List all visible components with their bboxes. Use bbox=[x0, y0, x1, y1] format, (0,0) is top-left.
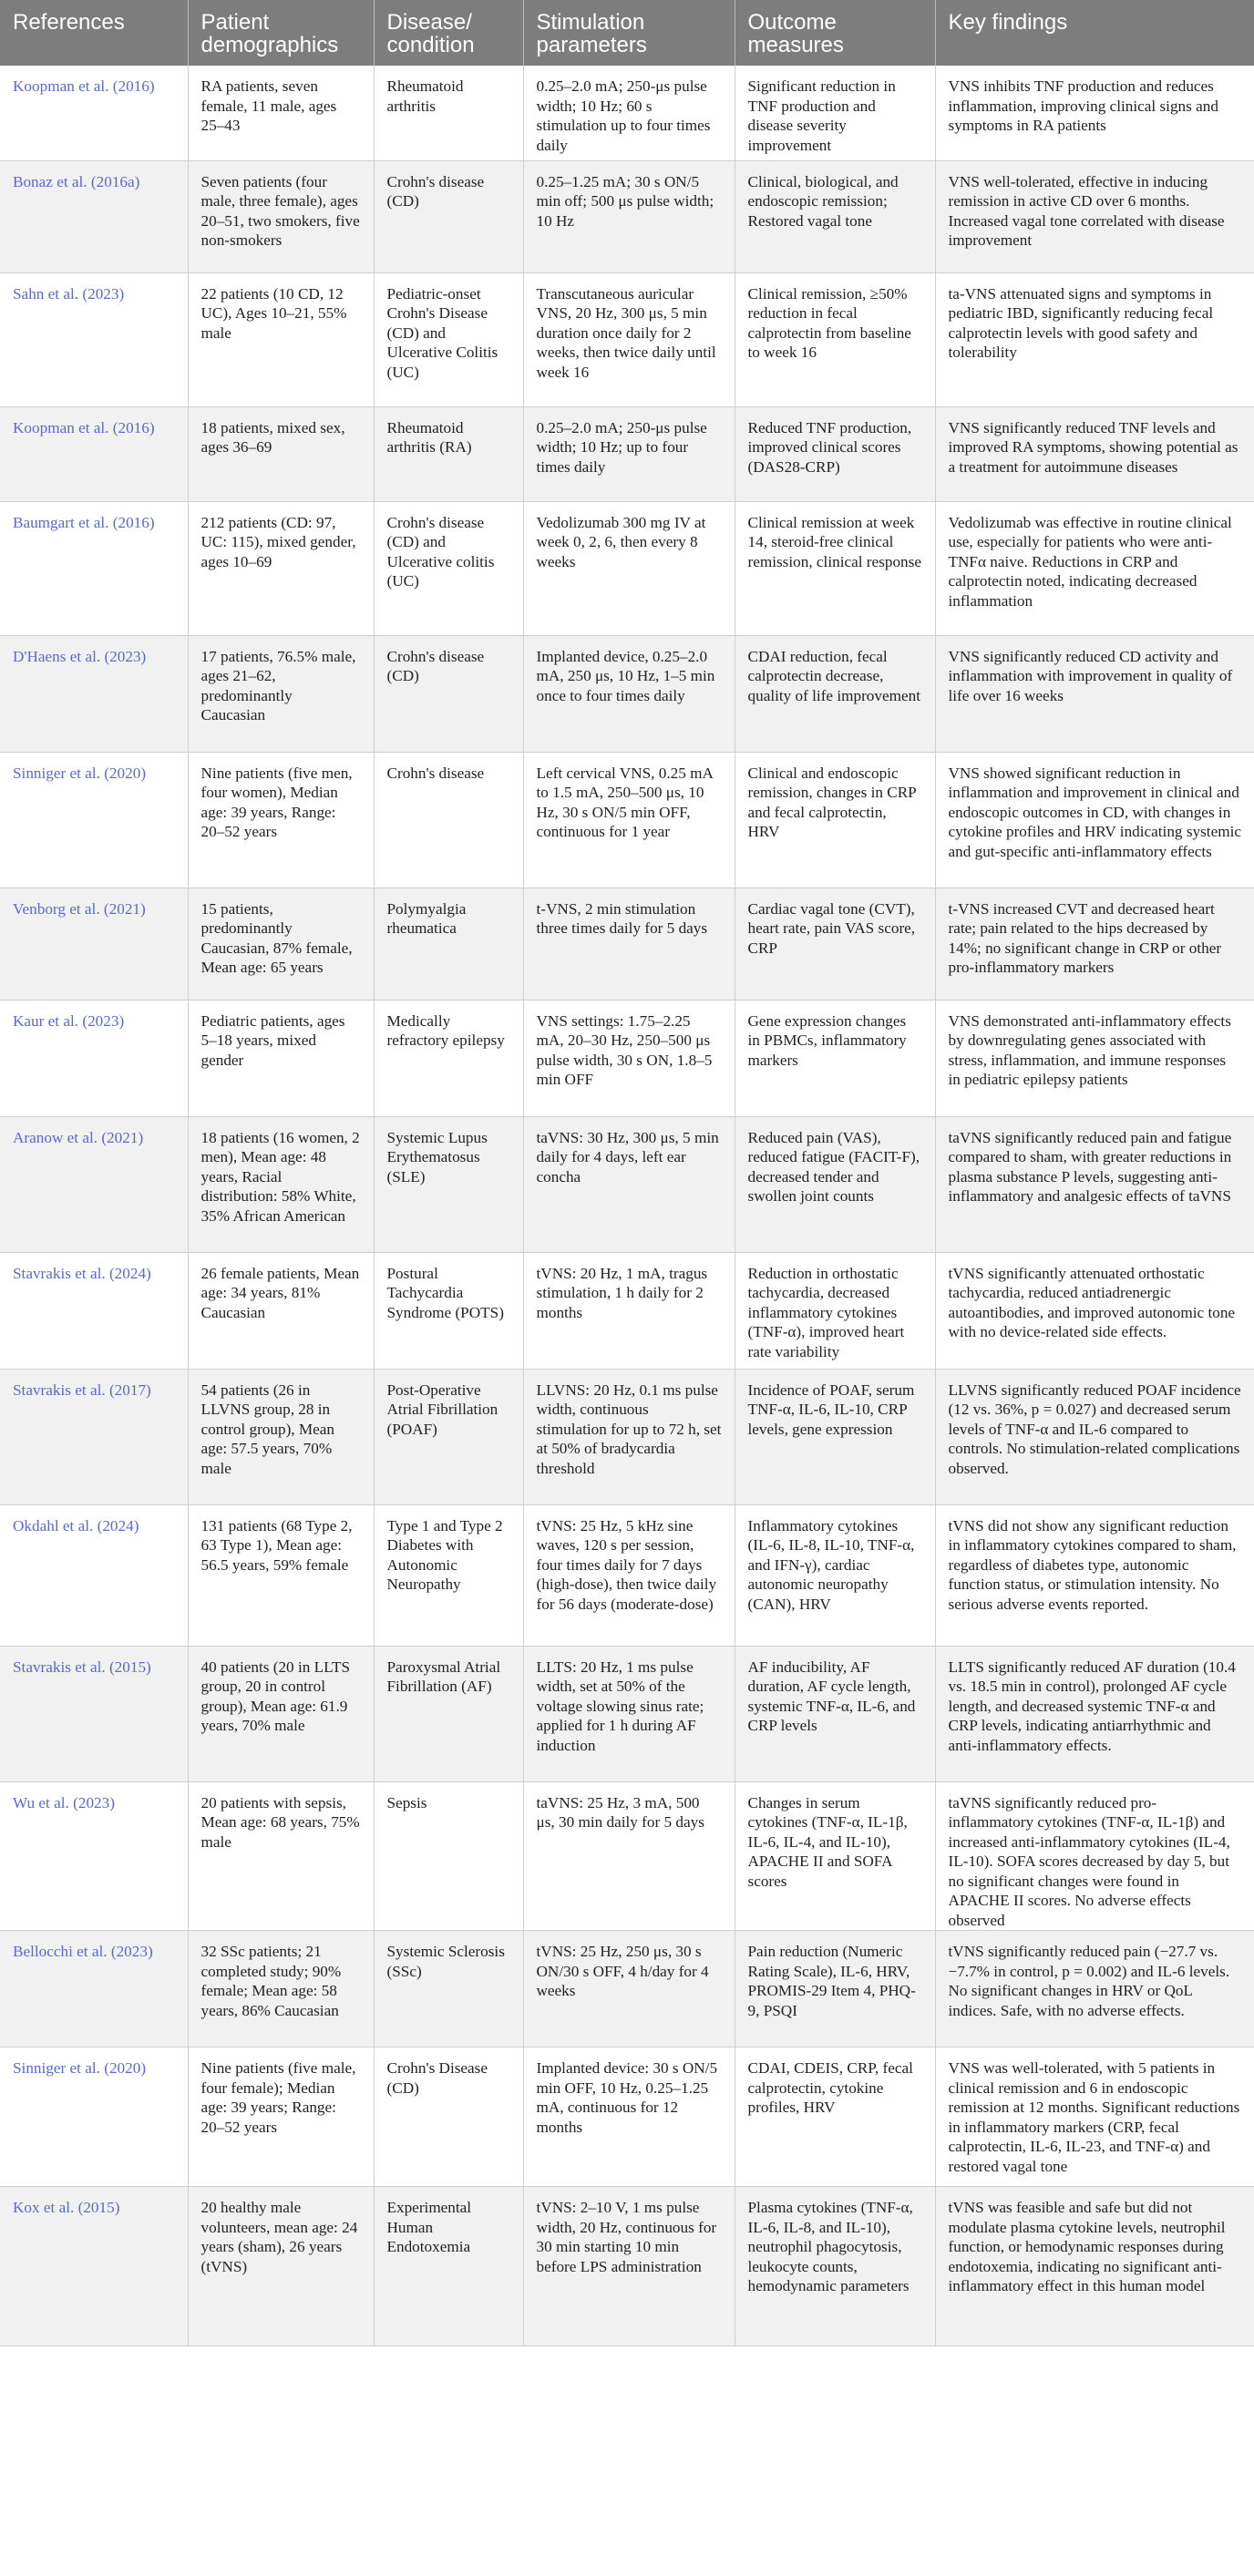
patient-demographics-cell: 26 female patients, Mean age: 34 years, 81% Caucasian bbox=[188, 1252, 374, 1369]
outcome-measures-cell: Plasma cytokines (TNF-α, IL-6, IL-8, and IL-10), neutrophil phagocytosis, leukocyte counts, hemodynamic parameters bbox=[735, 2187, 935, 2346]
patient-demographics-cell: 18 patients (16 women, 2 men), Mean age: 48 years, Racial distribution: 58% White, 35% African American bbox=[188, 1116, 374, 1252]
table-row bbox=[0, 1646, 1254, 1781]
stimulation-parameters-cell: taVNS: 25 Hz, 3 mA, 500 μs, 30 min daily for 5 days bbox=[523, 1781, 735, 1931]
patient-demographics-cell: 212 patients (CD: 97, UC: 115), mixed gender, ages 10–69 bbox=[188, 501, 374, 635]
disease-condition-cell: Type 1 and Type 2 Diabetes with Autonomic Neuropathy bbox=[374, 1504, 523, 1646]
header-stimulation-parameters: Stimulation parameters bbox=[523, 0, 735, 66]
key-findings-cell: VNS significantly reduced TNF levels and improved RA symptoms, showing potential as a treatment for autoimmune diseases bbox=[935, 406, 1254, 501]
stimulation-parameters-cell: t-VNS, 2 min stimulation three times daily for 5 days bbox=[523, 888, 735, 1000]
patient-demographics-cell: 32 SSc patients; 21 completed study; 90% female; Mean age: 58 years, 86% Caucasian bbox=[188, 1931, 374, 2047]
table-row bbox=[0, 2047, 1254, 2187]
outcome-measures-cell: Gene expression changes in PBMCs, inflammatory markers bbox=[735, 1000, 935, 1116]
stimulation-parameters-cell: Left cervical VNS, 0.25 mA to 1.5 mA, 250–500 μs, 10 Hz, 30 s ON/5 min OFF, continuous for 1 year bbox=[523, 752, 735, 888]
stimulation-parameters-cell: tVNS: 25 Hz, 5 kHz sine waves, 120 s per session, four times daily for 7 days (high-dose), then twice daily for 56 days (moderate-dose) bbox=[523, 1504, 735, 1646]
disease-condition-cell: Crohn's disease (CD) and Ulcerative colitis (UC) bbox=[374, 501, 523, 635]
patient-demographics-cell: 18 patients, mixed sex, ages 36–69 bbox=[188, 406, 374, 501]
key-findings-cell: tVNS was feasible and safe but did not modulate plasma cytokine levels, neutrophil function, or hemodynamic responses during endotoxemia, indicating no significant anti-inflammatory effect in this human model bbox=[935, 2187, 1254, 2346]
table-row bbox=[0, 1116, 1254, 1252]
patient-demographics-cell: 131 patients (68 Type 2, 63 Type 1), Mean age: 56.5 years, 59% female bbox=[188, 1504, 374, 1646]
patient-demographics-cell: 20 patients with sepsis, Mean age: 68 years, 75% male bbox=[188, 1781, 374, 1931]
key-findings-cell: VNS demonstrated anti-inflammatory effects by downregulating genes associated with stress, inflammation, and immune responses in pediatric epilepsy patients bbox=[935, 1000, 1254, 1116]
table-row bbox=[0, 406, 1254, 501]
table-row bbox=[0, 635, 1254, 752]
outcome-measures-cell: Clinical and endoscopic remission, changes in CRP and fecal calprotectin, HRV bbox=[735, 752, 935, 888]
table-row bbox=[0, 160, 1254, 272]
reference-link[interactable]: Sinniger et al. (2020) bbox=[0, 752, 188, 888]
outcome-measures-cell: Clinical, biological, and endoscopic remission; Restored vagal tone bbox=[735, 160, 935, 272]
table-row bbox=[0, 501, 1254, 635]
header-patient-demographics: Patient demographics bbox=[188, 0, 374, 66]
reference-link[interactable]: Aranow et al. (2021) bbox=[0, 1116, 188, 1252]
table-row bbox=[0, 1781, 1254, 1931]
disease-condition-cell: Paroxysmal Atrial Fibrillation (AF) bbox=[374, 1646, 523, 1781]
reference-link[interactable]: D'Haens et al. (2023) bbox=[0, 635, 188, 752]
key-findings-cell: tVNS significantly attenuated orthostatic tachycardia, reduced antiadrenergic autoantibodies, and improved autonomic tone with no device-related side effects. bbox=[935, 1252, 1254, 1369]
reference-link[interactable]: Stavrakis et al. (2024) bbox=[0, 1252, 188, 1369]
stimulation-parameters-cell: LLTS: 20 Hz, 1 ms pulse width, set at 50% of the voltage slowing sinus rate; applied for 1 h during AF induction bbox=[523, 1646, 735, 1781]
outcome-measures-cell: Pain reduction (Numeric Rating Scale), IL-6, HRV, PROMIS-29 Item 4, PHQ-9, PSQI bbox=[735, 1931, 935, 2047]
key-findings-cell: VNS was well-tolerated, with 5 patients in clinical remission and 6 in endoscopic remission at 12 months. Significant reductions in inflammatory markers (CRP, fecal calprotectin, IL-6, IL-23, and TNF-α) and restored vagal tone bbox=[935, 2047, 1254, 2187]
table-row bbox=[0, 1931, 1254, 2047]
disease-condition-cell: Polymyalgia rheumatica bbox=[374, 888, 523, 1000]
stimulation-parameters-cell: 0.25–1.25 mA; 30 s ON/5 min off; 500 μs pulse width; 10 Hz bbox=[523, 160, 735, 272]
disease-condition-cell: Postural Tachycardia Syndrome (POTS) bbox=[374, 1252, 523, 1369]
patient-demographics-cell: 22 patients (10 CD, 12 UC), Ages 10–21, 55% male bbox=[188, 272, 374, 406]
stimulation-parameters-cell: Implanted device: 30 s ON/5 min OFF, 10 Hz, 0.25–1.25 mA, continuous for 12 months bbox=[523, 2047, 735, 2187]
disease-condition-cell: Systemic Lupus Erythematosus (SLE) bbox=[374, 1116, 523, 1252]
key-findings-cell: taVNS significantly reduced pain and fatigue compared to sham, with greater reductions in plasma substance P levels, suggesting anti-inflammatory and analgesic effects of taVNS bbox=[935, 1116, 1254, 1252]
outcome-measures-cell: AF inducibility, AF duration, AF cycle length, systemic TNF-α, IL-6, and CRP levels bbox=[735, 1646, 935, 1781]
key-findings-cell: LLVNS significantly reduced POAF incidence (12 vs. 36%, p = 0.027) and decreased serum levels of TNF-α and IL-6 compared to controls. No stimulation-related complications observed. bbox=[935, 1369, 1254, 1504]
header-disease-condition: Disease/ condition bbox=[374, 0, 523, 66]
disease-condition-cell: Systemic Sclerosis (SSc) bbox=[374, 1931, 523, 2047]
stimulation-parameters-cell: 0.25–2.0 mA; 250-μs pulse width; 10 Hz; up to four times daily bbox=[523, 406, 735, 501]
key-findings-cell: VNS inhibits TNF production and reduces inflammation, improving clinical signs and symptoms in RA patients bbox=[935, 66, 1254, 160]
stimulation-parameters-cell: 0.25–2.0 mA; 250-μs pulse width; 10 Hz; 60 s stimulation up to four times daily bbox=[523, 66, 735, 160]
outcome-measures-cell: Reduced pain (VAS), reduced fatigue (FACIT-F), decreased tender and swollen joint counts bbox=[735, 1116, 935, 1252]
patient-demographics-cell: Seven patients (four male, three female), ages 20–51, two smokers, five non-smokers bbox=[188, 160, 374, 272]
outcome-measures-cell: Reduction in orthostatic tachycardia, decreased inflammatory cytokines (TNF-α), improved heart rate variability bbox=[735, 1252, 935, 1369]
disease-condition-cell: Sepsis bbox=[374, 1781, 523, 1931]
table-body bbox=[0, 66, 1254, 2346]
stimulation-parameters-cell: Transcutaneous auricular VNS, 20 Hz, 300 μs, 5 min duration once daily for 2 weeks, then twice daily until week 16 bbox=[523, 272, 735, 406]
reference-link[interactable]: Stavrakis et al. (2017) bbox=[0, 1369, 188, 1504]
header-key-findings: Key findings bbox=[935, 0, 1254, 66]
key-findings-cell: tVNS significantly reduced pain (−27.7 vs. −7.7% in control, p = 0.002) and IL-6 levels. No significant changes in HRV or QoL indices. Safe, with no adverse effects. bbox=[935, 1931, 1254, 2047]
disease-condition-cell: Experimental Human Endotoxemia bbox=[374, 2187, 523, 2346]
key-findings-cell: VNS well-tolerated, effective in inducing remission in active CD over 6 months. Increased vagal tone correlated with disease improvement bbox=[935, 160, 1254, 272]
outcome-measures-cell: CDAI, CDEIS, CRP, fecal calprotectin, cytokine profiles, HRV bbox=[735, 2047, 935, 2187]
table-row bbox=[0, 1000, 1254, 1116]
disease-condition-cell: Post-Operative Atrial Fibrillation (POAF) bbox=[374, 1369, 523, 1504]
reference-link[interactable]: Koopman et al. (2016) bbox=[0, 406, 188, 501]
disease-condition-cell: Pediatric-onset Crohn's Disease (CD) and Ulcerative Colitis (UC) bbox=[374, 272, 523, 406]
disease-condition-cell: Crohn's disease (CD) bbox=[374, 160, 523, 272]
reference-link[interactable]: Kaur et al. (2023) bbox=[0, 1000, 188, 1116]
table-row bbox=[0, 1504, 1254, 1646]
patient-demographics-cell: 15 patients, predominantly Caucasian, 87% female, Mean age: 65 years bbox=[188, 888, 374, 1000]
reference-link[interactable]: Venborg et al. (2021) bbox=[0, 888, 188, 1000]
stimulation-parameters-cell: Implanted device, 0.25–2.0 mA, 250 μs, 10 Hz, 1–5 min once to four times daily bbox=[523, 635, 735, 752]
reference-link[interactable]: Stavrakis et al. (2015) bbox=[0, 1646, 188, 1781]
reference-link[interactable]: Wu et al. (2023) bbox=[0, 1781, 188, 1931]
table-row bbox=[0, 1252, 1254, 1369]
stimulation-parameters-cell: tVNS: 20 Hz, 1 mA, tragus stimulation, 1 h daily for 2 months bbox=[523, 1252, 735, 1369]
key-findings-cell: tVNS did not show any significant reduction in inflammatory cytokines compared to sham, regardless of diabetes type, autonomic function status, or stimulation intensity. No serious adverse events reported. bbox=[935, 1504, 1254, 1646]
reference-link[interactable]: Bonaz et al. (2016a) bbox=[0, 160, 188, 272]
stimulation-parameters-cell: taVNS: 30 Hz, 300 μs, 5 min daily for 4 days, left ear concha bbox=[523, 1116, 735, 1252]
outcome-measures-cell: Incidence of POAF, serum TNF-α, IL-6, IL-10, CRP levels, gene expression bbox=[735, 1369, 935, 1504]
patient-demographics-cell: RA patients, seven female, 11 male, ages 25–43 bbox=[188, 66, 374, 160]
key-findings-cell: Vedolizumab was effective in routine clinical use, especially for patients who were anti-TNFα naive. Reductions in CRP and calprotectin noted, indicating decreased inflammation bbox=[935, 501, 1254, 635]
reference-link[interactable]: Bellocchi et al. (2023) bbox=[0, 1931, 188, 2047]
key-findings-cell: VNS showed significant reduction in inflammation and improvement in clinical and endoscopic outcomes in CD, with changes in cytokine profiles and HRV indicating systemic and gut-specific anti-inflammatory effects bbox=[935, 752, 1254, 888]
table-row bbox=[0, 272, 1254, 406]
patient-demographics-cell: Pediatric patients, ages 5–18 years, mixed gender bbox=[188, 1000, 374, 1116]
stimulation-parameters-cell: tVNS: 25 Hz, 250 μs, 30 s ON/30 s OFF, 4 h/day for 4 weeks bbox=[523, 1931, 735, 2047]
header-row bbox=[0, 0, 1254, 66]
patient-demographics-cell: Nine patients (five men, four women), Median age: 39 years, Range: 20–52 years bbox=[188, 752, 374, 888]
key-findings-cell: t-VNS increased CVT and decreased heart rate; pain related to the hips decreased by 14%; no significant change in CRP or other pro-inflammatory markers bbox=[935, 888, 1254, 1000]
key-findings-cell: taVNS significantly reduced pro-inflammatory cytokines (TNF-α, IL-1β) and increased anti-inflammatory cytokines (IL-4, IL-10). SOFA scores decreased by day 5, but no significant changes were found in APACHE II scores. No adverse effects observed bbox=[935, 1781, 1254, 1931]
disease-condition-cell: Rheumatoid arthritis bbox=[374, 66, 523, 160]
disease-condition-cell: Crohn's disease bbox=[374, 752, 523, 888]
disease-condition-cell: Medically refractory epilepsy bbox=[374, 1000, 523, 1116]
outcome-measures-cell: Inflammatory cytokines (IL-6, IL-8, IL-10, TNF-α, and IFN-γ), cardiac autonomic neuropathy (CAN), HRV bbox=[735, 1504, 935, 1646]
table-row bbox=[0, 752, 1254, 888]
reference-link[interactable]: Koopman et al. (2016) bbox=[0, 66, 188, 160]
outcome-measures-cell: Cardiac vagal tone (CVT), heart rate, pain VAS score, CRP bbox=[735, 888, 935, 1000]
outcome-measures-cell: Clinical remission at week 14, steroid-free clinical remission, clinical response bbox=[735, 501, 935, 635]
outcome-measures-cell: Significant reduction in TNF production and disease severity improvement bbox=[735, 66, 935, 160]
outcome-measures-cell: Clinical remission, ≥50% reduction in fecal calprotectin from baseline to week 16 bbox=[735, 272, 935, 406]
table-row bbox=[0, 1369, 1254, 1504]
stimulation-parameters-cell: VNS settings: 1.75–2.25 mA, 20–30 Hz, 250–500 μs pulse width, 30 s ON, 1.8–5 min OFF bbox=[523, 1000, 735, 1116]
outcome-measures-cell: Reduced TNF production, improved clinical scores (DAS28-CRP) bbox=[735, 406, 935, 501]
table-row bbox=[0, 66, 1254, 160]
reference-link[interactable]: Baumgart et al. (2016) bbox=[0, 501, 188, 635]
disease-condition-cell: Crohn's Disease (CD) bbox=[374, 2047, 523, 2187]
key-findings-cell: LLTS significantly reduced AF duration (10.4 vs. 18.5 min in control), prolonged AF cycle length, and decreased systemic TNF-α and CRP levels, indicating antiarrhythmic and anti-inflammatory effects. bbox=[935, 1646, 1254, 1781]
key-findings-cell: ta-VNS attenuated signs and symptoms in pediatric IBD, significantly reducing fecal calprotectin levels with good safety and tolerability bbox=[935, 272, 1254, 406]
patient-demographics-cell: 20 healthy male volunteers, mean age: 24 years (sham), 26 years (tVNS) bbox=[188, 2187, 374, 2346]
patient-demographics-cell: 40 patients (20 in LLTS group, 20 in control group), Mean age: 61.9 years, 70% male bbox=[188, 1646, 374, 1781]
table-row bbox=[0, 888, 1254, 1000]
outcome-measures-cell: Changes in serum cytokines (TNF-α, IL-1β, IL-6, IL-4, and IL-10), APACHE II and SOFA scores bbox=[735, 1781, 935, 1931]
reference-link[interactable]: Sahn et al. (2023) bbox=[0, 272, 188, 406]
reference-link[interactable]: Kox et al. (2015) bbox=[0, 2187, 188, 2346]
table-header bbox=[0, 0, 1254, 66]
reference-link[interactable]: Okdahl et al. (2024) bbox=[0, 1504, 188, 1646]
patient-demographics-cell: Nine patients (five male, four female); Median age: 39 years; Range: 20–52 years bbox=[188, 2047, 374, 2187]
stimulation-parameters-cell: LLVNS: 20 Hz, 0.1 ms pulse width, continuous stimulation for up to 72 h, set at 50% of bradycardia threshold bbox=[523, 1369, 735, 1504]
disease-condition-cell: Rheumatoid arthritis (RA) bbox=[374, 406, 523, 501]
patient-demographics-cell: 17 patients, 76.5% male, ages 21–62, predominantly Caucasian bbox=[188, 635, 374, 752]
header-outcome-measures: Outcome measures bbox=[735, 0, 935, 66]
table-row bbox=[0, 2187, 1254, 2346]
header-references: References bbox=[0, 0, 188, 66]
stimulation-parameters-cell: tVNS: 2–10 V, 1 ms pulse width, 20 Hz, continuous for 30 min starting 10 min before LPS administration bbox=[523, 2187, 735, 2346]
outcome-measures-cell: CDAI reduction, fecal calprotectin decrease, quality of life improvement bbox=[735, 635, 935, 752]
patient-demographics-cell: 54 patients (26 in LLVNS group, 28 in control group), Mean age: 57.5 years, 70% male bbox=[188, 1369, 374, 1504]
key-findings-cell: VNS significantly reduced CD activity and inflammation with improvement in quality of life over 16 weeks bbox=[935, 635, 1254, 752]
stimulation-parameters-cell: Vedolizumab 300 mg IV at week 0, 2, 6, then every 8 weeks bbox=[523, 501, 735, 635]
disease-condition-cell: Crohn's disease (CD) bbox=[374, 635, 523, 752]
reference-link[interactable]: Sinniger et al. (2020) bbox=[0, 2047, 188, 2187]
